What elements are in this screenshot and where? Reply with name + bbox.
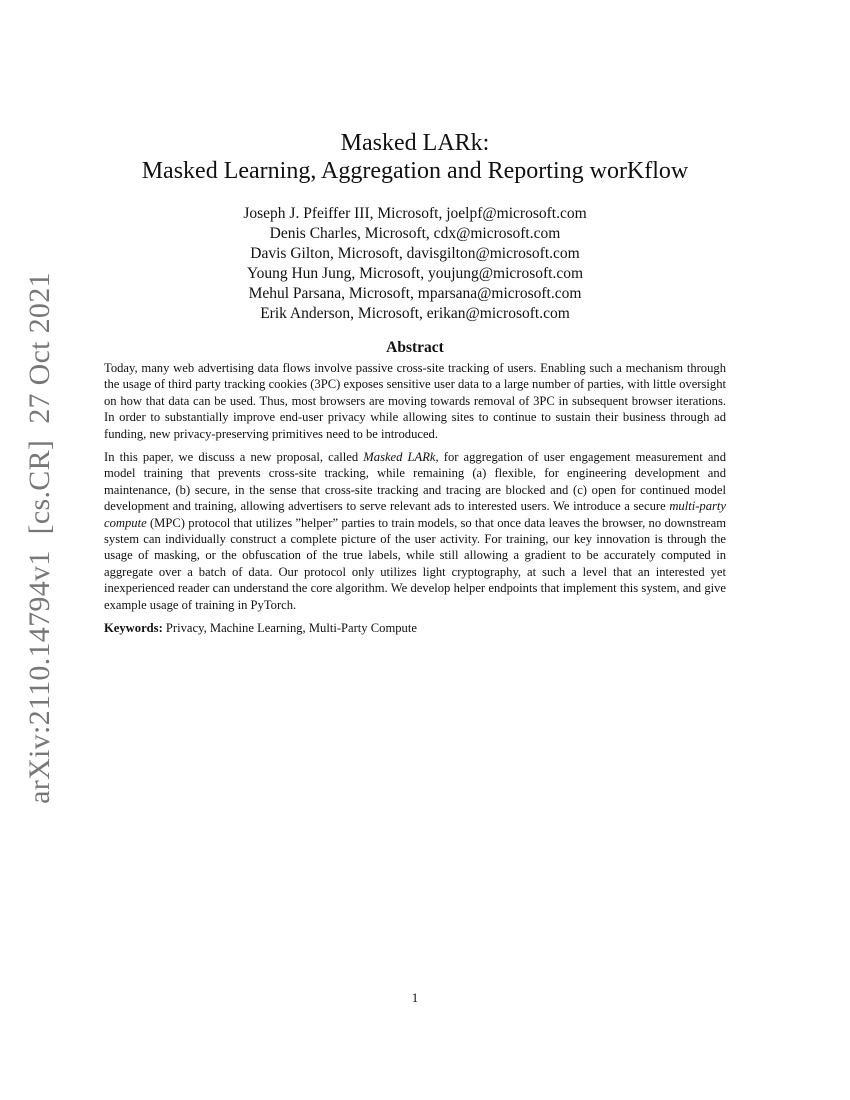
arxiv-date: 27 Oct 2021 (23, 272, 56, 424)
author-line: Davis Gilton, Microsoft, davisgilton@microsoft.com (250, 245, 580, 262)
abstract-paragraph-2 (104, 449, 726, 613)
paragraph-text: In this paper, we discuss a new proposal, called (104, 450, 364, 465)
abstract-body (104, 360, 726, 644)
title-line-1: Masked LARk: (340, 130, 490, 156)
paragraph-text: (MPC) protocol that utilizes ”helper” parties to train models, so that once data leaves the browser, no downstream system can individually construct a complete picture of the user activity. For training, our key innovation is through the usage of masking, or the obfuscation of the true labels, while still allowing a gradient to be accurately computed in aggregate over a batch of data. Our protocol only utilizes light cryptography, at such a level that an interested yet inexperienced reader can understand the core algorithm. We develop helper endpoints that implement this system, and give example usage of training in PyTorch. (104, 515, 726, 612)
title-line-2: Masked Learning, Aggregation and Reporting worKflow (141, 158, 689, 184)
author-line: Denis Charles, Microsoft, cdx@microsoft.com (269, 225, 561, 242)
abstract-paragraph-1: Today, many web advertising data flows involve passive cross-site tracking of users. Enabling such a mechanism through the usage of third party tracking cookies (3PC) exposes sensitive user data to a large number of parties, with little oversight on how that data can be used. Thus, most browsers are moving towards removal of 3PC in subsequent browser iterations. In order to substantially improve end-user privacy while allowing sites to continue to sustain their business through ad funding, new privacy-preserving primitives need to be introduced. (104, 361, 726, 441)
author-line: Young Hun Jung, Microsoft, youjung@microsoft.com (246, 265, 584, 282)
arxiv-identifier: arXiv:2110.14794v1 (23, 550, 56, 804)
page-number: 1 (411, 990, 419, 1005)
paragraph-text: , for aggregation of user engagement measurement and model training that prevents cross-site tracking, while remaining (a) flexible, for engineering development and maintenance, (b) secure, in the sense that cross-site tracking and tracing are blocked and (c) open for continued model development and training, allowing advertisers to serve relevant ads to interested users. We introduce a secure (104, 450, 727, 514)
arxiv-category: [cs.CR] (23, 439, 56, 535)
emphasis-mpc: multi-party compute (104, 499, 726, 530)
paper-title (0, 129, 830, 185)
keywords-value: Privacy, Machine Learning, Multi-Party Compute (165, 621, 417, 636)
keywords-line (104, 620, 726, 636)
author-line: Mehul Parsana, Microsoft, mparsana@microsoft.com (248, 285, 582, 302)
author-line: Joseph J. Pfeiffer III, Microsoft, joelpf@microsoft.com (243, 205, 587, 222)
abstract-heading: Abstract (386, 339, 444, 356)
keywords-label: Keywords: (104, 621, 163, 636)
emphasis-masked-lark: Masked LARk (363, 450, 436, 465)
author-list (0, 204, 830, 324)
author-line: Erik Anderson, Microsoft, erikan@microsoft.com (260, 305, 570, 322)
